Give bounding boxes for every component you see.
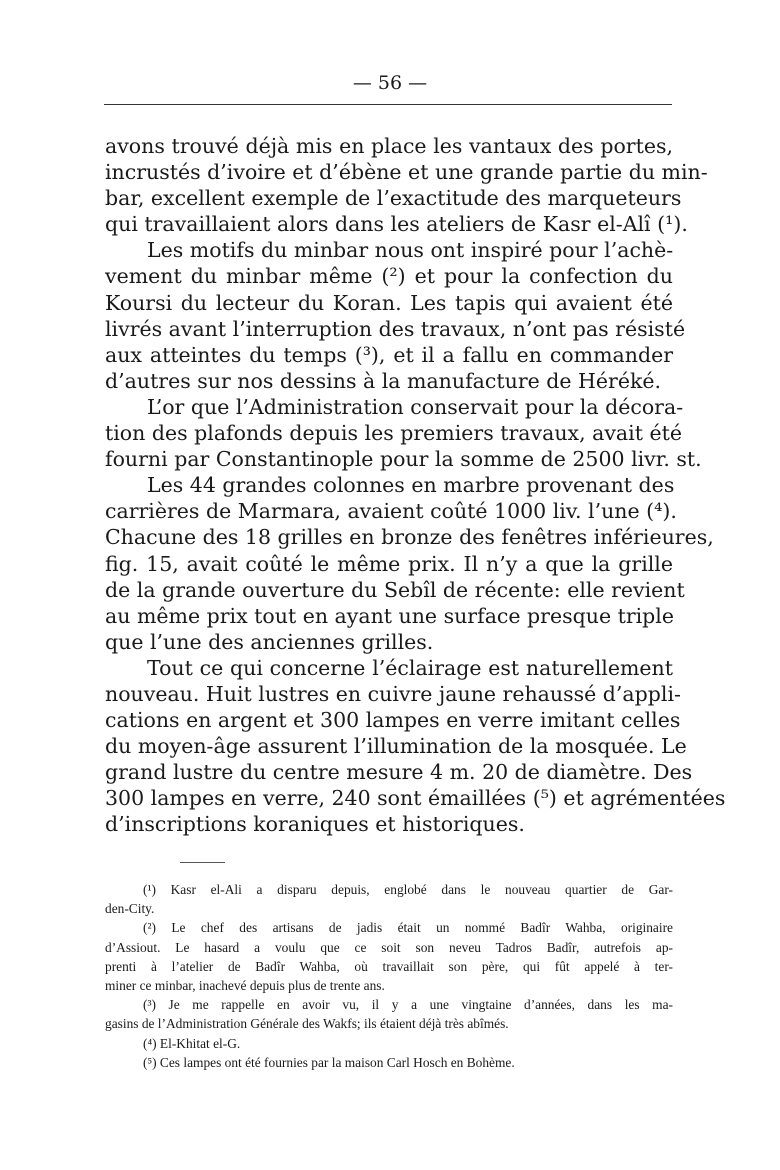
text-line: de la grande ouverture du Sebîl de récente: elle revient (105, 577, 685, 602)
text-line: Les motifs du minbar nous ont inspiré pour l’achè- (147, 238, 674, 263)
text-line: livrés avant l’interruption des travaux, n’ont pas résisté (105, 316, 686, 341)
text-line: (⁵) Ces lampes ont été fournies par la maison Carl Hosch en Bohème. (143, 1054, 515, 1070)
text-line: miner ce minbar, inachevé depuis plus de trente ans. (105, 978, 385, 994)
paragraph (105, 133, 708, 237)
footnote (105, 995, 673, 1033)
text-line: incrustés d’ivoire et d’ébène et une grande partie du min- (105, 160, 708, 185)
text-line: den-City. (105, 901, 155, 917)
footnotes (105, 880, 673, 1072)
text-line: (³) Je me rappelle en avoir vu, il y a une vingtaine d’années, dans les ma- (143, 997, 673, 1013)
text-line: L’or que l’Administration conservait pour la décora- (147, 394, 684, 419)
footnote-rule (180, 862, 225, 863)
header-rule (104, 104, 672, 105)
text-line: vement du minbar même (²) et pour la confection du (105, 264, 673, 289)
text-line: que l’une des anciennes grilles. (105, 629, 434, 654)
text-line: nouveau. Huit lustres en cuivre jaune rehaussé d’appli- (105, 681, 681, 706)
text-line: avons trouvé déjà mis en place les vantaux des portes, (105, 134, 673, 158)
text-line: 300 lampes en verre, 240 sont émaillées (⁵) et agrémentées (105, 786, 726, 811)
text-line: Les 44 grandes colonnes en marbre provenant des (147, 473, 675, 498)
paragraph (105, 394, 702, 472)
text-line: qui travaillaient alors dans les ateliers de Kasr el-Alî (¹). (105, 212, 688, 237)
page-number: — 56 — (352, 72, 428, 94)
footnote (105, 1053, 673, 1072)
text-line: fourni par Constantinople pour la somme de 2500 livr. st. (105, 447, 702, 472)
text-line: d’Assiout. Le hasard a voulu que ce soit son neveu Tadros Badîr, autrefois ap- (105, 939, 673, 955)
footnote (105, 918, 673, 995)
text-line: bar, excellent exemple de l’exactitude des marqueteurs (105, 186, 682, 211)
text-line: tion des plafonds depuis les premiers travaux, avait été (105, 421, 682, 446)
text-line: du moyen-âge assurent l’illumination de la mosquée. Le (105, 734, 687, 759)
text-line: aux atteintes du temps (³), et il a fallu en commander (105, 342, 673, 367)
footnote (105, 880, 673, 918)
text-line: grand lustre du centre mesure 4 m. 20 de diamètre. Des (105, 760, 693, 785)
text-line: (²) Le chef des artisans de jadis était un nommé Badîr Wahba, originaire (143, 920, 673, 936)
body-text (105, 133, 726, 838)
paragraph (105, 472, 714, 655)
text-line: Tout ce qui concerne l’éclairage est naturellement (147, 655, 673, 680)
footnote (105, 1034, 673, 1053)
text-line: gasins de l’Administration Générale des Wakfs; ils étaient déjà très abîmés. (105, 1016, 509, 1032)
paragraph (105, 237, 686, 394)
text-line: fig. 15, avait coûté le même prix. Il n’y a que la grille (105, 551, 673, 576)
text-line: (⁴) El-Khitat el-G. (143, 1035, 241, 1051)
text-line: cations en argent et 300 lampes en verre imitant celles (105, 708, 681, 733)
text-line: d’autres sur nos dessins à la manufacture de Héréké. (105, 368, 662, 393)
text-line: Koursi du lecteur du Koran. Les tapis qui avaient été (105, 290, 673, 315)
text-line: Chacune des 18 grilles en bronze des fenêtres inférieures, (105, 525, 714, 550)
text-line: au même prix tout en ayant une surface presque triple (105, 603, 674, 628)
paragraph (105, 655, 726, 838)
text-line: carrières de Marmara, avaient coûté 1000 liv. l’une (⁴). (105, 499, 677, 524)
text-line: prenti à l’atelier de Badîr Wahba, où travaillait son père, qui fût appelé à ter- (105, 958, 673, 974)
text-line: d’inscriptions koraniques et historiques. (105, 812, 525, 837)
text-line: (¹) Kasr el-Ali a disparu depuis, englobé dans le nouveau quartier de Gar- (143, 882, 673, 897)
